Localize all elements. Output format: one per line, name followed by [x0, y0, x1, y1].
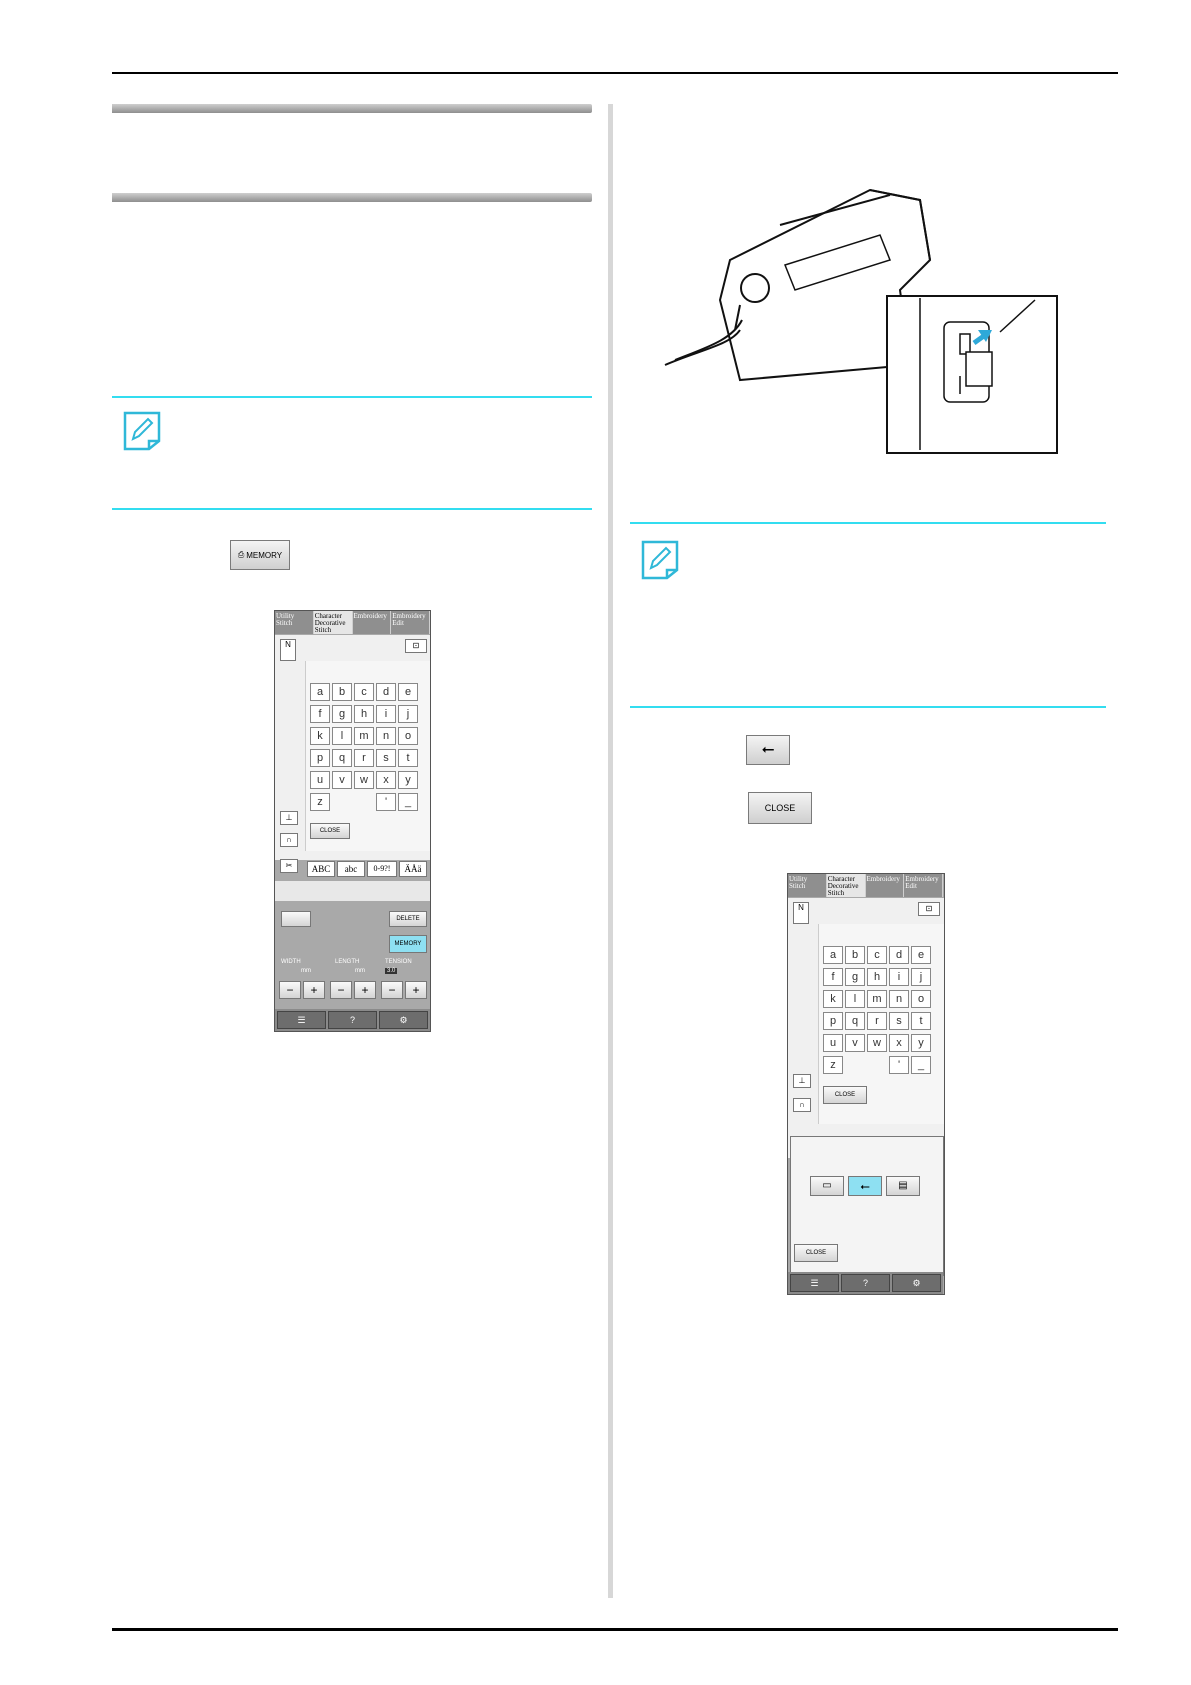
needle-position-icon[interactable]: ⊥	[280, 811, 298, 825]
length-plus[interactable]: +	[354, 981, 376, 999]
key-b-r[interactable]: b	[845, 946, 865, 964]
tab-embroidery-edit[interactable]: Embroidery Edit	[391, 611, 430, 634]
key-s-r[interactable]: s	[889, 1012, 909, 1030]
reverse-stitch-icon-r[interactable]: ∩	[793, 1098, 811, 1112]
dialog-close-button[interactable]: CLOSE	[794, 1244, 838, 1262]
key-r-r[interactable]: r	[867, 1012, 887, 1030]
key-t[interactable]: t	[398, 749, 418, 767]
settings-icon[interactable]: ⚙	[379, 1011, 428, 1029]
key-w[interactable]: w	[354, 771, 374, 789]
tab-character-decorative-r[interactable]: Character Decorative Stitch	[827, 874, 866, 897]
screen-bottom-bar-r	[788, 1272, 943, 1294]
key-underscore-r[interactable]: _	[911, 1056, 931, 1074]
key-c-r[interactable]: c	[867, 946, 887, 964]
key-l[interactable]: l	[332, 727, 352, 745]
delete-button[interactable]: DELETE	[389, 911, 427, 927]
key-y-r[interactable]: y	[911, 1034, 931, 1052]
key-d[interactable]: d	[376, 683, 396, 701]
key-i-r[interactable]: i	[889, 968, 909, 986]
screen-close-button-r[interactable]: CLOSE	[823, 1086, 867, 1104]
key-x[interactable]: x	[376, 771, 396, 789]
mode-accented[interactable]: ÄÅä	[399, 861, 427, 877]
settings-icon-r[interactable]: ⚙	[892, 1274, 941, 1292]
key-s[interactable]: s	[376, 749, 396, 767]
key-h-r[interactable]: h	[867, 968, 887, 986]
key-z[interactable]: z	[310, 793, 330, 811]
view-toggle-icon-r[interactable]: ⊡	[918, 902, 940, 916]
memo-pencil-icon-right	[639, 540, 681, 580]
width-plus[interactable]: +	[303, 981, 325, 999]
key-h[interactable]: h	[354, 705, 374, 723]
machine-screen-left	[274, 610, 431, 1032]
key-e[interactable]: e	[398, 683, 418, 701]
key-v-r[interactable]: v	[845, 1034, 865, 1052]
tab-utility-stitch[interactable]: Utility Stitch	[275, 611, 314, 634]
key-n[interactable]: n	[376, 727, 396, 745]
presser-foot-n-icon-r[interactable]: N	[793, 902, 809, 924]
scissors-icon[interactable]: ✂	[280, 859, 298, 873]
key-u-r[interactable]: u	[823, 1034, 843, 1052]
key-p[interactable]: p	[310, 749, 330, 767]
key-f-r[interactable]: f	[823, 968, 843, 986]
key-l-r[interactable]: l	[845, 990, 865, 1008]
key-y[interactable]: y	[398, 771, 418, 789]
memory-button[interactable]: MEMORY	[389, 935, 427, 953]
key-v[interactable]: v	[332, 771, 352, 789]
key-c[interactable]: c	[354, 683, 374, 701]
tension-minus[interactable]: −	[381, 981, 403, 999]
machine-memory-icon[interactable]: ▭	[810, 1176, 844, 1196]
key-apostrophe-r[interactable]: '	[889, 1056, 909, 1074]
mirror-icon[interactable]	[281, 911, 311, 927]
usb-icon[interactable]: ⭠	[848, 1176, 882, 1196]
tension-value: 3.0	[387, 968, 396, 974]
memo-top-rule-right	[630, 522, 1106, 524]
memo-pencil-icon	[121, 411, 163, 451]
mode-numbers[interactable]: 0-9?!	[367, 861, 397, 877]
top-rule	[112, 72, 1118, 74]
screen-close-button[interactable]: CLOSE	[310, 823, 350, 839]
key-w-r[interactable]: w	[867, 1034, 887, 1052]
close-button-illustration[interactable]: CLOSE	[748, 792, 812, 824]
tab-embroidery-r[interactable]: Embroidery	[866, 874, 905, 897]
usb-icon: ⭠	[761, 741, 775, 758]
key-q[interactable]: q	[332, 749, 352, 767]
length-label: LENGTH	[335, 959, 360, 965]
list-icon-r[interactable]: ☰	[790, 1274, 839, 1292]
help-icon[interactable]: ?	[328, 1011, 377, 1029]
tension-plus[interactable]: +	[405, 981, 427, 999]
needle-position-icon-r[interactable]: ⊥	[793, 1074, 811, 1088]
tension-label: TENSION	[385, 959, 412, 965]
width-unit: mm	[301, 968, 311, 974]
machine-screen-right	[787, 873, 945, 1295]
key-k-r[interactable]: k	[823, 990, 843, 1008]
key-e-r[interactable]: e	[911, 946, 931, 964]
key-u[interactable]: u	[310, 771, 330, 789]
memo-top-rule	[112, 396, 592, 398]
key-x-r[interactable]: x	[889, 1034, 909, 1052]
view-toggle-icon[interactable]: ⊡	[405, 639, 427, 653]
key-apostrophe[interactable]: '	[376, 793, 396, 811]
key-n-r[interactable]: n	[889, 990, 909, 1008]
key-r[interactable]: r	[354, 749, 374, 767]
key-underscore[interactable]: _	[398, 793, 418, 811]
tab-embroidery[interactable]: Embroidery	[353, 611, 392, 634]
key-t-r[interactable]: t	[911, 1012, 931, 1030]
key-j[interactable]: j	[398, 705, 418, 723]
subsection-heading-bar	[112, 193, 592, 202]
screen-bottom-bar	[275, 1009, 430, 1031]
memo-bottom-rule-right	[630, 706, 1106, 708]
usb-button-illustration[interactable]	[746, 735, 790, 765]
memory-icon: ⎙	[237, 550, 245, 559]
key-b[interactable]: b	[332, 683, 352, 701]
key-m-r[interactable]: m	[867, 990, 887, 1008]
key-a-r[interactable]: a	[823, 946, 843, 964]
tab-embroidery-edit-r[interactable]: Embroidery Edit	[904, 874, 943, 897]
mode-uppercase[interactable]: ABC	[307, 861, 335, 877]
help-icon-r[interactable]: ?	[841, 1274, 890, 1292]
key-m[interactable]: m	[354, 727, 374, 745]
machine-usb-illustration	[660, 180, 1060, 455]
key-z-r[interactable]: z	[823, 1056, 843, 1074]
presser-foot-n-icon[interactable]: N	[280, 639, 296, 661]
screen-tabs-right	[788, 874, 943, 897]
computer-icon[interactable]: ▤	[886, 1176, 920, 1196]
list-icon[interactable]: ☰	[277, 1011, 326, 1029]
memory-button-illustration[interactable]	[230, 540, 290, 570]
tab-utility-stitch-r[interactable]: Utility Stitch	[788, 874, 827, 897]
screen-tabs	[275, 611, 430, 634]
key-k[interactable]: k	[310, 727, 330, 745]
tab-character-decorative[interactable]: Character Decorative Stitch	[314, 611, 353, 634]
key-p-r[interactable]: p	[823, 1012, 843, 1030]
key-g-r[interactable]: g	[845, 968, 865, 986]
key-o[interactable]: o	[398, 727, 418, 745]
section-heading-bar	[112, 104, 592, 113]
mode-lowercase[interactable]: abc	[337, 861, 365, 877]
width-minus[interactable]: −	[279, 981, 301, 999]
key-g[interactable]: g	[332, 705, 352, 723]
length-minus[interactable]: −	[330, 981, 352, 999]
bottom-rule	[112, 1628, 1118, 1631]
key-f[interactable]: f	[310, 705, 330, 723]
key-d-r[interactable]: d	[889, 946, 909, 964]
column-divider	[608, 104, 613, 1598]
reverse-stitch-icon[interactable]: ∩	[280, 833, 298, 847]
length-unit: mm	[355, 968, 365, 974]
key-q-r[interactable]: q	[845, 1012, 865, 1030]
key-j-r[interactable]: j	[911, 968, 931, 986]
key-a[interactable]: a	[310, 683, 330, 701]
memo-bottom-rule	[112, 508, 592, 510]
key-i[interactable]: i	[376, 705, 396, 723]
memory-label: MEMORY	[246, 550, 283, 560]
width-label: WIDTH	[281, 959, 301, 965]
key-o-r[interactable]: o	[911, 990, 931, 1008]
sequence-strip	[275, 881, 430, 901]
